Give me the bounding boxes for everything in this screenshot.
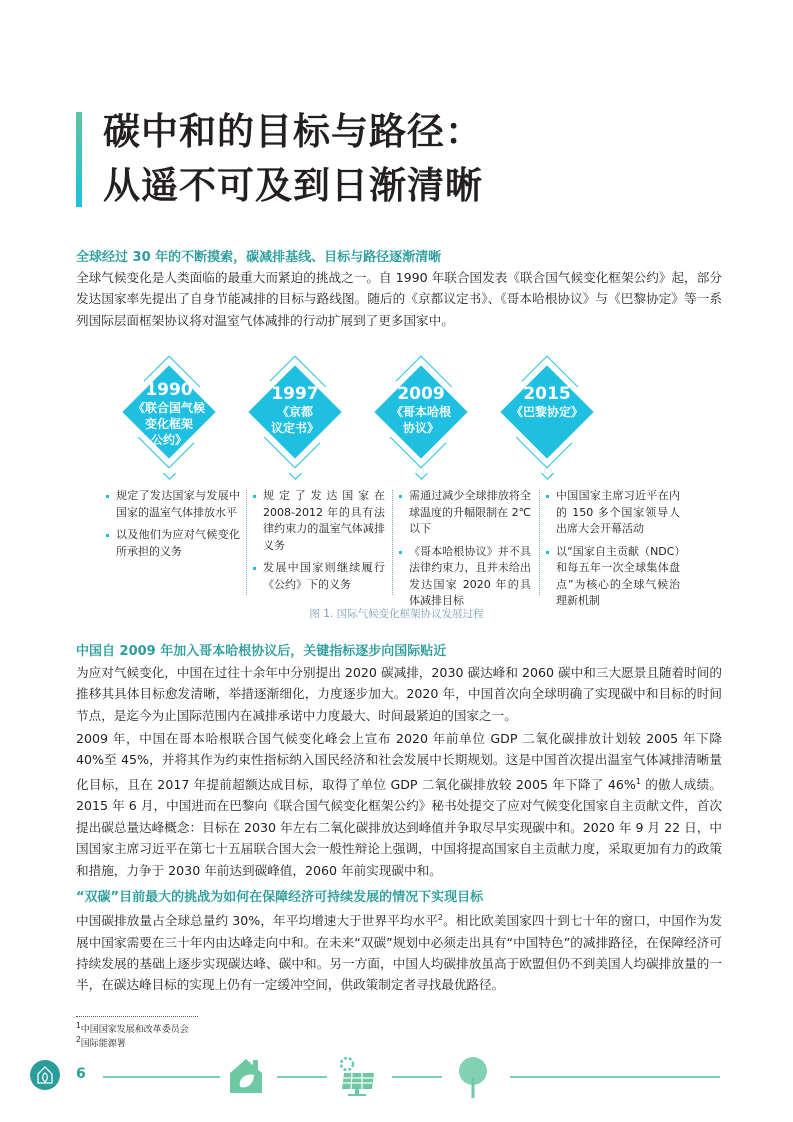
milestone-name-line: 议定书》 [270, 421, 319, 435]
text: 中国碳排放量占全球总量约 30%，年平均增速大于世界平均水平 [76, 913, 438, 929]
milestone-name-line: 协议》 [402, 421, 439, 435]
page-title-line2: 从遥不可及到日渐清晰 [103, 164, 483, 207]
paragraph: 为应对气候变化，中国在过往十余年中分别提出 2020 碳减排，2030 碳达峰和 2060 碳中和三大愿景且随着时间的推移其具体目标愈发清晰，举措逐渐细化，力度逐步加大。2020 年，中国首次向全球明确了实现碳中和目标的时间节点，是迄今为止国际范围内在减排承诺中力度最大、时间最紧迫的国家之一。 [76, 665, 722, 723]
footnote-ref: 2 [437, 913, 443, 922]
bullet-item: 需通过减少全球排放将全球温度的升幅限制在 2℃以下 [398, 488, 531, 538]
milestone-year: 1997 [271, 384, 319, 404]
tree-icon [455, 1056, 491, 1102]
solar-panel-icon [338, 1055, 376, 1101]
paragraph [76, 907, 722, 996]
milestone-name-line: 《巴黎协定》 [510, 405, 583, 419]
milestone-year: 2015 [523, 384, 571, 404]
milestone-label [492, 384, 602, 420]
column-divider [392, 490, 393, 595]
section-heading: 全球经过 30 年的不断摸索，碳减排基线、目标与路径逐渐清晰 [76, 250, 442, 265]
milestone-label [240, 384, 350, 436]
footnote-text: 国际能源署 [80, 1039, 126, 1049]
milestone-name-line: 《京都 [276, 405, 313, 419]
milestone-bullets [398, 488, 531, 616]
milestone-name-line: 《联合国气候 [132, 401, 205, 415]
footer-line [103, 1076, 220, 1078]
chevron-down-icon [415, 467, 428, 480]
bullet-item: 以“国家自主贡献（NDC）和每五年一次全球集体盘点”为核心的全球气候治理新机制 [545, 544, 680, 610]
milestone-year: 1990 [145, 380, 193, 400]
bullet-item: 以及他们为应对气候变化所承担的义务 [105, 527, 240, 560]
milestone-year: 2009 [397, 384, 445, 404]
footer-line [392, 1076, 442, 1078]
footnote-text: 中国国家发展和改革委员会 [80, 1025, 189, 1035]
milestone-bullets [105, 488, 240, 566]
column-divider [246, 490, 247, 595]
footnote-number: 2 [76, 1035, 81, 1044]
footer-line [277, 1076, 327, 1078]
text: 。相比欧美国家四十到七十年的窗口，中国作为发展中国家需要在三十年内由达峰走向中和。在未来“双碳”规划中必须走出具有“中国特色”的减排路径，在保障经济可持续发展的基础上逐步实现碳达峰、碳中和。另一方面，中国人均碳排放虽高于欧盟但仍不到美国人均碳排放量的一半，在碳达峰目标的实现上仍有一定缓冲空间，供政策制定者寻找最优路径。 [76, 913, 723, 993]
milestone-name-line: 变化框架 [144, 417, 193, 431]
home-leaf-logo-icon [30, 1060, 60, 1090]
figure-caption: 图 1. 国际气候变化框架协议发展过程 [309, 608, 484, 620]
milestone-name-line: 《哥本哈根 [390, 405, 451, 419]
milestone-bullets [545, 488, 680, 616]
footnote [76, 1035, 126, 1049]
eco-house-icon [228, 1057, 268, 1099]
footnote-divider [76, 1016, 198, 1017]
paragraph [76, 728, 722, 881]
title-accent-bar [76, 112, 82, 207]
bullet-item: 《哥本哈根协议》并不具法律约束力，且并未给出发达国家 2020 年的具体减排目标 [398, 544, 531, 610]
milestone-label [366, 384, 476, 436]
page-number: 6 [76, 1066, 86, 1082]
section-heading: “双碳”目前最大的挑战为如何在保障经济可持续发展的情况下实现目标 [76, 890, 484, 905]
milestone-label [114, 380, 224, 448]
footnote-ref: 1 [635, 776, 641, 786]
bullet-item: 发展中国家则继续履行《公约》下的义务 [252, 560, 385, 593]
text: 的傲人成绩。2015 年 6 月，中国进而在巴黎向《联合国气候变化框架公约》秘书处提交了应对气候变化国家自主贡献文件，首次提出碳总量达峰概念：目标在 2030 年左右二氧化碳排放达到峰值并争取尽早实现碳中和。2020 年 9 月 22 日，中国国家主席习近平在第七十五届联合国大会一般性辩论上强调，中国将提高国家自主贡献力度，采取更加有力的政策和措施，力争于 2030 年前达到碳峰值，2060 年前实现碳中和。 [76, 777, 722, 878]
paragraph: 全球气候变化是人类面临的最重大而紧迫的挑战之一。自 1990 年联合国发表《联合国气候变化框架公约》起，部分发达国家率先提出了自身节能减排的目标与路线图。随后的《京都议定书》、《哥本哈根协议》与《巴黎协定》等一系列国际层面框架协议将对温室气体减排的行动扩展到了更多国家中。 [76, 270, 722, 328]
footnote-number: 1 [76, 1021, 81, 1030]
bullet-item: 规定了发达国家与发展中国家的温室气体排放水平 [105, 488, 240, 521]
chevron-down-icon [541, 467, 554, 480]
page-title-line1: 碳中和的目标与路径： [103, 110, 483, 153]
footer-line [510, 1076, 720, 1078]
bullet-item: 规定了发达国家在 2008-2012 年的具有法律约束力的温室气体减排义务 [252, 488, 385, 554]
section-heading: 中国自 2009 年加入哥本哈根协议后，关键指标逐步向国际贴近 [76, 644, 447, 659]
footnote [76, 1021, 189, 1035]
bullet-item: 中国国家主席习近平在内的 150 多个国家领导人出席大会开幕活动 [545, 488, 680, 538]
column-divider [539, 490, 540, 595]
chevron-down-icon [163, 467, 176, 480]
milestone-bullets [252, 488, 385, 599]
chevron-down-icon [289, 467, 302, 480]
milestone-name-line: 公约》 [150, 433, 187, 447]
text: 2009 年，中国在哥本哈根联合国气候变化峰会上宣布 2020 年前单位 GDP 二氧化碳排放计划较 2005 年下降 40%至 45%，并将其作为约束性指标纳入国民经济和社会发展中长期规划。这是中国首次提出温室气体减排清晰量化目标，且在 2017 年提前超额达成目标，取得了单位 GDP 二氧化碳排放较 2005 年下降了 46% [76, 731, 722, 792]
